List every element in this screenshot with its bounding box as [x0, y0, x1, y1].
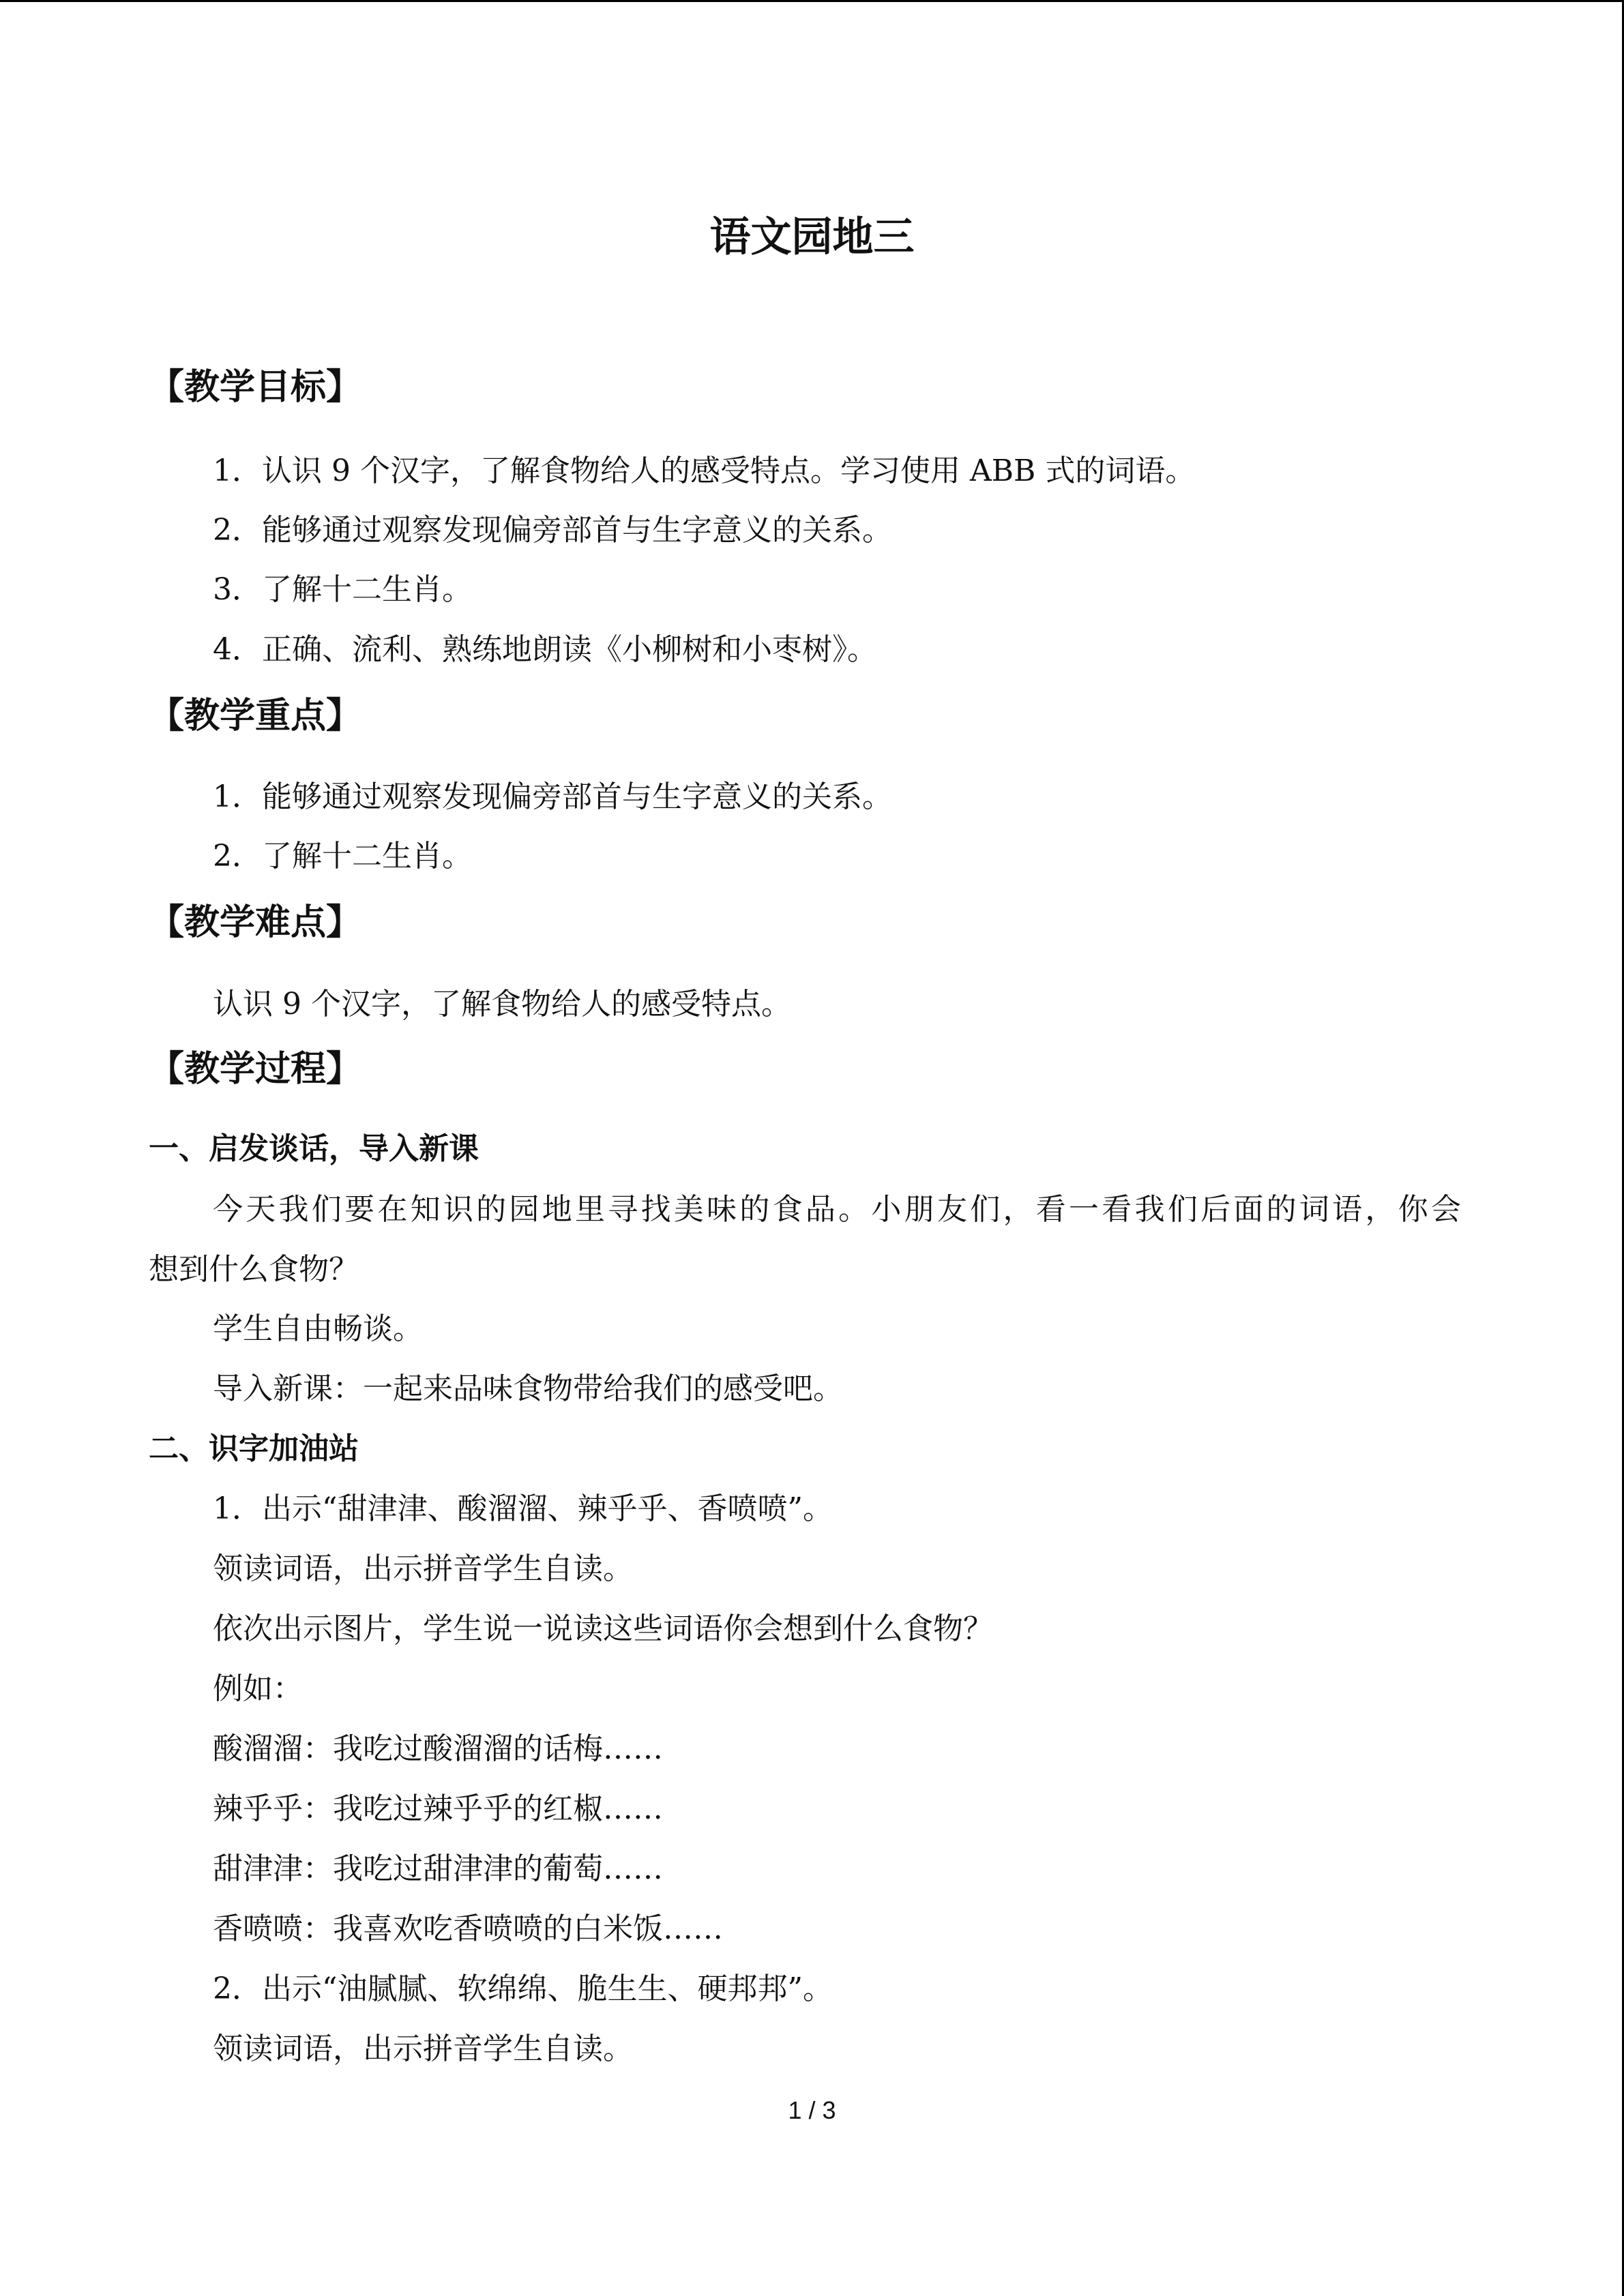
process-part2-line-4: 例如： [213, 1671, 303, 1706]
process-part2-line-1: 1．出示“甜津津、酸溜溜、辣乎乎、香喷喷”。 [213, 1491, 833, 1526]
difficulty-item-1: 认识 9 个汉字，了解食物给人的感受特点。 [213, 987, 791, 1022]
page-number: 1 / 3 [788, 2096, 836, 2124]
goal-item-3: 3．了解十二生肖。 [213, 572, 472, 607]
process-part2-line-7: 甜津津：我吃过甜津津的葡萄…… [213, 1851, 663, 1886]
page-title: 语文园地三 [709, 213, 915, 261]
process-part1-paragraph-line-2: 想到什么食物？ [149, 1252, 359, 1287]
goal-item-1: 1．认识 9 个汉字，了解食物给人的感受特点。学习使用 ABB 式的词语。 [213, 453, 1196, 488]
process-part2-line-5: 酸溜溜：我吃过酸溜溜的话梅…… [213, 1731, 663, 1766]
section-heading-difficulties: 【教学难点】 [149, 902, 362, 943]
process-part1-heading: 一、启发谈话，导入新课 [149, 1131, 479, 1166]
section-heading-key-points: 【教学重点】 [149, 696, 362, 736]
goal-item-2: 2．能够通过观察发现偏旁部首与生字意义的关系。 [213, 513, 892, 548]
section-heading-process: 【教学过程】 [149, 1049, 362, 1090]
section-heading-goals: 【教学目标】 [149, 367, 362, 408]
key-point-item-1: 1．能够通过观察发现偏旁部首与生字意义的关系。 [213, 779, 892, 814]
process-part2-line-9: 2．出示“油腻腻、软绵绵、脆生生、硬邦邦”。 [213, 1971, 833, 2006]
process-part2-heading: 二、识字加油站 [149, 1431, 359, 1466]
process-part2-line-8: 香喷喷：我喜欢吃香喷喷的白米饭…… [213, 1911, 723, 1946]
process-part1-line-1: 学生自由畅谈。 [213, 1311, 423, 1346]
process-part2-line-6: 辣乎乎：我吃过辣乎乎的红椒…… [213, 1791, 663, 1826]
process-part1-line-2: 导入新课：一起来品味食物带给我们的感受吧。 [213, 1371, 843, 1406]
process-part2-line-10: 领读词语，出示拼音学生自读。 [213, 2031, 633, 2066]
process-part2-line-2: 领读词语，出示拼音学生自读。 [213, 1551, 633, 1586]
process-part2-line-3: 依次出示图片，学生说一说读这些词语你会想到什么食物？ [213, 1611, 993, 1646]
key-point-item-2: 2．了解十二生肖。 [213, 839, 472, 874]
process-part1-paragraph-line-1: 今天我们要在知识的园地里寻找美味的食品。小朋友们，看一看我们后面的词语，你会 [213, 1192, 1461, 1227]
goal-item-4: 4．正确、流利、熟练地朗读《小柳树和小枣树》。 [213, 632, 877, 667]
